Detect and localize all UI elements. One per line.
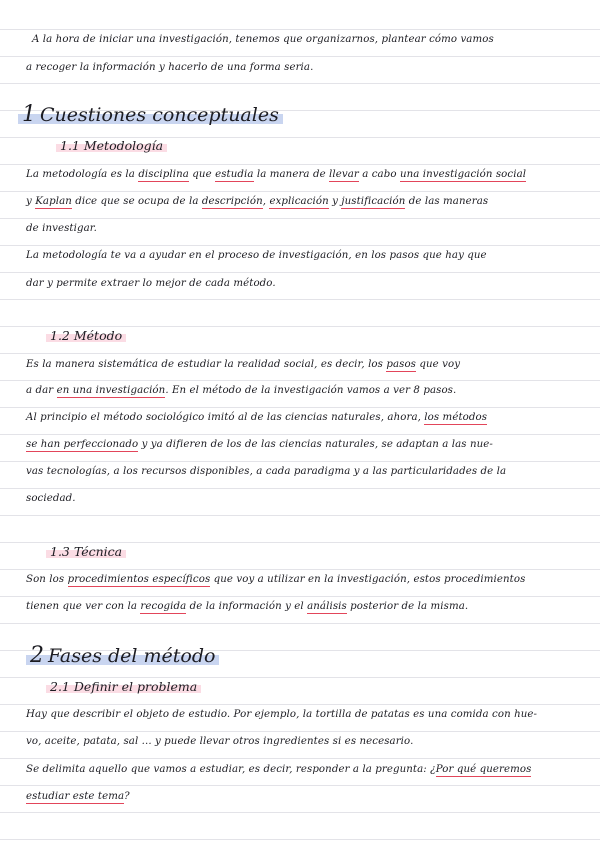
metodologia-line-1: [26, 168, 586, 182]
subsection-2-1-title: 2.1 Definir el problema: [46, 679, 201, 694]
text: a cabo: [358, 169, 400, 180]
text: Son los: [26, 574, 68, 585]
underlined-term: una investigación social: [399, 169, 527, 180]
section-1-title: Cuestiones conceptuales: [40, 104, 279, 126]
text: la manera de: [253, 169, 330, 180]
metodo-line-1: [26, 358, 586, 372]
metodologia-line-5: dar y permite extraer lo mejor de cada método.: [26, 278, 276, 289]
text: tienen que ver con la: [26, 601, 141, 612]
problema-line-2: vo, aceite, patata, sal ... y puede llevar otros ingredientes si es necesario.: [26, 736, 414, 747]
underlined-term: disciplina: [138, 169, 189, 180]
underlined-term: estudia: [215, 169, 254, 180]
metodologia-line-4: La metodología te va a ayudar en el proceso de investigación, en los pasos que hay que: [26, 250, 487, 261]
subsection-2-1-heading: [46, 679, 201, 695]
tecnica-line-2: [26, 600, 586, 614]
text: que voy: [416, 359, 461, 370]
subsection-1-3-heading: [46, 544, 126, 560]
subsection-1-2-heading: [46, 328, 126, 344]
subsection-1-1-title: 1.1 Metodología: [56, 138, 167, 153]
metodo-line-2: [26, 384, 586, 398]
text: La metodología es la: [26, 169, 139, 180]
text: ?: [124, 791, 130, 802]
underlined-term: Por qué queremos: [435, 764, 532, 775]
underlined-term: análisis: [307, 601, 347, 612]
underlined-term: los métodos: [424, 412, 488, 423]
metodologia-line-2: [26, 195, 586, 209]
underlined-term: recogida: [140, 601, 187, 612]
metodo-line-6: sociedad.: [26, 493, 76, 504]
text: que voy a utilizar en la investigación, estos procedimientos: [210, 574, 526, 585]
text: dice que se ocupa de la: [71, 196, 202, 207]
subsection-1-1-heading: [56, 138, 167, 154]
metodo-line-5: vas tecnologías, a los recursos disponibles, a cada paradigma y a las particularidades de la: [26, 466, 507, 477]
underlined-term: explicación: [269, 196, 329, 207]
underlined-term: descripción: [201, 196, 263, 207]
intro-line-2: a recoger la información y hacerlo de una forma seria.: [26, 62, 314, 73]
underlined-term: se han perfeccionado: [26, 439, 139, 450]
text: a dar: [26, 385, 57, 396]
text: de la información y el: [186, 601, 308, 612]
metodo-line-4: [26, 438, 586, 452]
underlined-term: procedimientos específicos: [67, 574, 211, 585]
text: posterior de la misma.: [346, 601, 469, 612]
tecnica-line-1: [26, 573, 586, 587]
text: y: [26, 196, 36, 207]
subsection-1-2-title: 1.2 Método: [46, 328, 126, 343]
section-2-title: Fases del método: [48, 645, 216, 667]
underlined-term: llevar: [329, 169, 359, 180]
text: y ya difieren de los de las ciencias naturales, se adaptan a las nue-: [138, 439, 493, 450]
metodologia-line-3: de investigar.: [26, 223, 97, 234]
underlined-term: Kaplan: [35, 196, 72, 207]
problema-line-4: [26, 790, 586, 804]
problema-line-1: Hay que describir el objeto de estudio. Por ejemplo, la tortilla de patatas es una comida con hue-: [26, 709, 538, 720]
text: que: [188, 169, 216, 180]
text: Se delimita aquello que vamos a estudiar, es decir, responder a la pregunta: ¿: [26, 764, 436, 775]
underlined-term: pasos: [386, 359, 417, 370]
section-2-highlight: [26, 645, 219, 667]
section-2-heading: [26, 645, 219, 667]
subsection-1-3-title: 1.3 Técnica: [46, 544, 126, 559]
underlined-term: en una investigación: [56, 385, 166, 396]
section-1-number: 1: [22, 102, 36, 127]
text: Es la manera sistemática de estudiar la realidad social, es decir, los: [26, 359, 387, 370]
intro-line-1: A la hora de iniciar una investigación, tenemos que organizarnos, plantear cómo vamos: [32, 34, 494, 45]
problema-line-3: [26, 763, 586, 777]
text: . En el método de la investigación vamos a ver 8 pasos.: [165, 385, 457, 396]
text: Al principio el método sociológico imitó al de las ciencias naturales, ahora,: [26, 412, 425, 423]
underlined-term: estudiar este tema: [26, 791, 125, 802]
underlined-term: justificación: [341, 196, 406, 207]
section-1-highlight: [18, 104, 283, 126]
section-2-number: 2: [30, 643, 44, 668]
section-1-heading: [18, 104, 283, 126]
text: ,: [262, 196, 270, 207]
text: de las maneras: [405, 196, 489, 207]
text: y: [328, 196, 342, 207]
metodo-line-3: [26, 411, 586, 425]
